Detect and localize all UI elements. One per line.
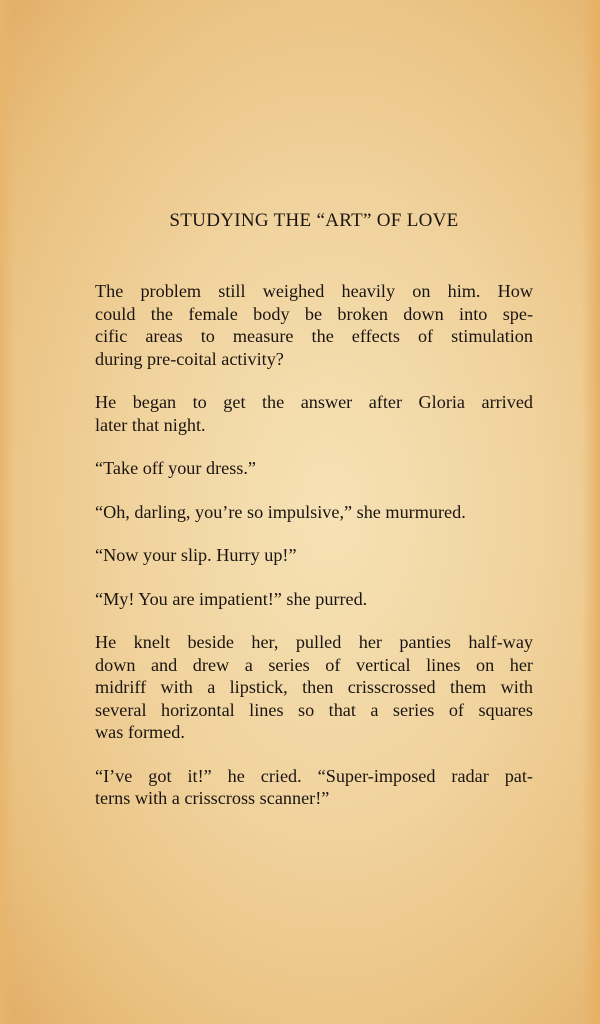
text-line: several horizontal lines so that a series of squares	[95, 699, 533, 720]
text-line: He knelt beside her, pulled her panties half-way	[95, 632, 533, 652]
text-line: could the female body be broken down into spe-	[95, 303, 533, 324]
text-line: midriff with a lipstick, then crisscrossed them with	[95, 677, 533, 697]
chapter-title: STUDYING THE “ART” OF LOVE	[169, 210, 459, 231]
page-edge-right	[582, 0, 600, 1024]
text-line: “I’ve got it!” he cried. “Super-imposed radar pat-	[95, 765, 533, 786]
text-line: cific areas to measure the effects of stimulation	[95, 326, 533, 346]
text-line: later that night.	[95, 414, 206, 435]
paragraph	[95, 631, 533, 744]
paragraph	[95, 280, 533, 370]
text-line: down and drew a series of vertical lines on her	[95, 654, 533, 675]
text-line: “My! You are impatient!” she purred.	[95, 588, 368, 609]
page-edge-left	[0, 0, 14, 1024]
text-line: “Now your slip. Hurry up!”	[95, 545, 297, 565]
paragraph	[95, 457, 533, 480]
text-line: “Take off your dress.”	[95, 458, 257, 478]
text-line: The problem still weighed heavily on him. How	[95, 281, 533, 301]
paragraph	[95, 588, 533, 611]
paragraph	[95, 391, 533, 436]
text-line: during pre-coital activity?	[95, 348, 284, 369]
text-line: “Oh, darling, you’re so impulsive,” she murmured.	[95, 501, 466, 522]
text-line: was formed.	[95, 722, 185, 742]
text-line: terns with a crisscross scanner!”	[95, 788, 330, 808]
paragraph	[95, 501, 533, 524]
body-text	[95, 280, 533, 831]
paragraph	[95, 765, 533, 810]
paragraph	[95, 544, 533, 567]
text-line: He began to get the answer after Gloria arrived	[95, 392, 533, 412]
